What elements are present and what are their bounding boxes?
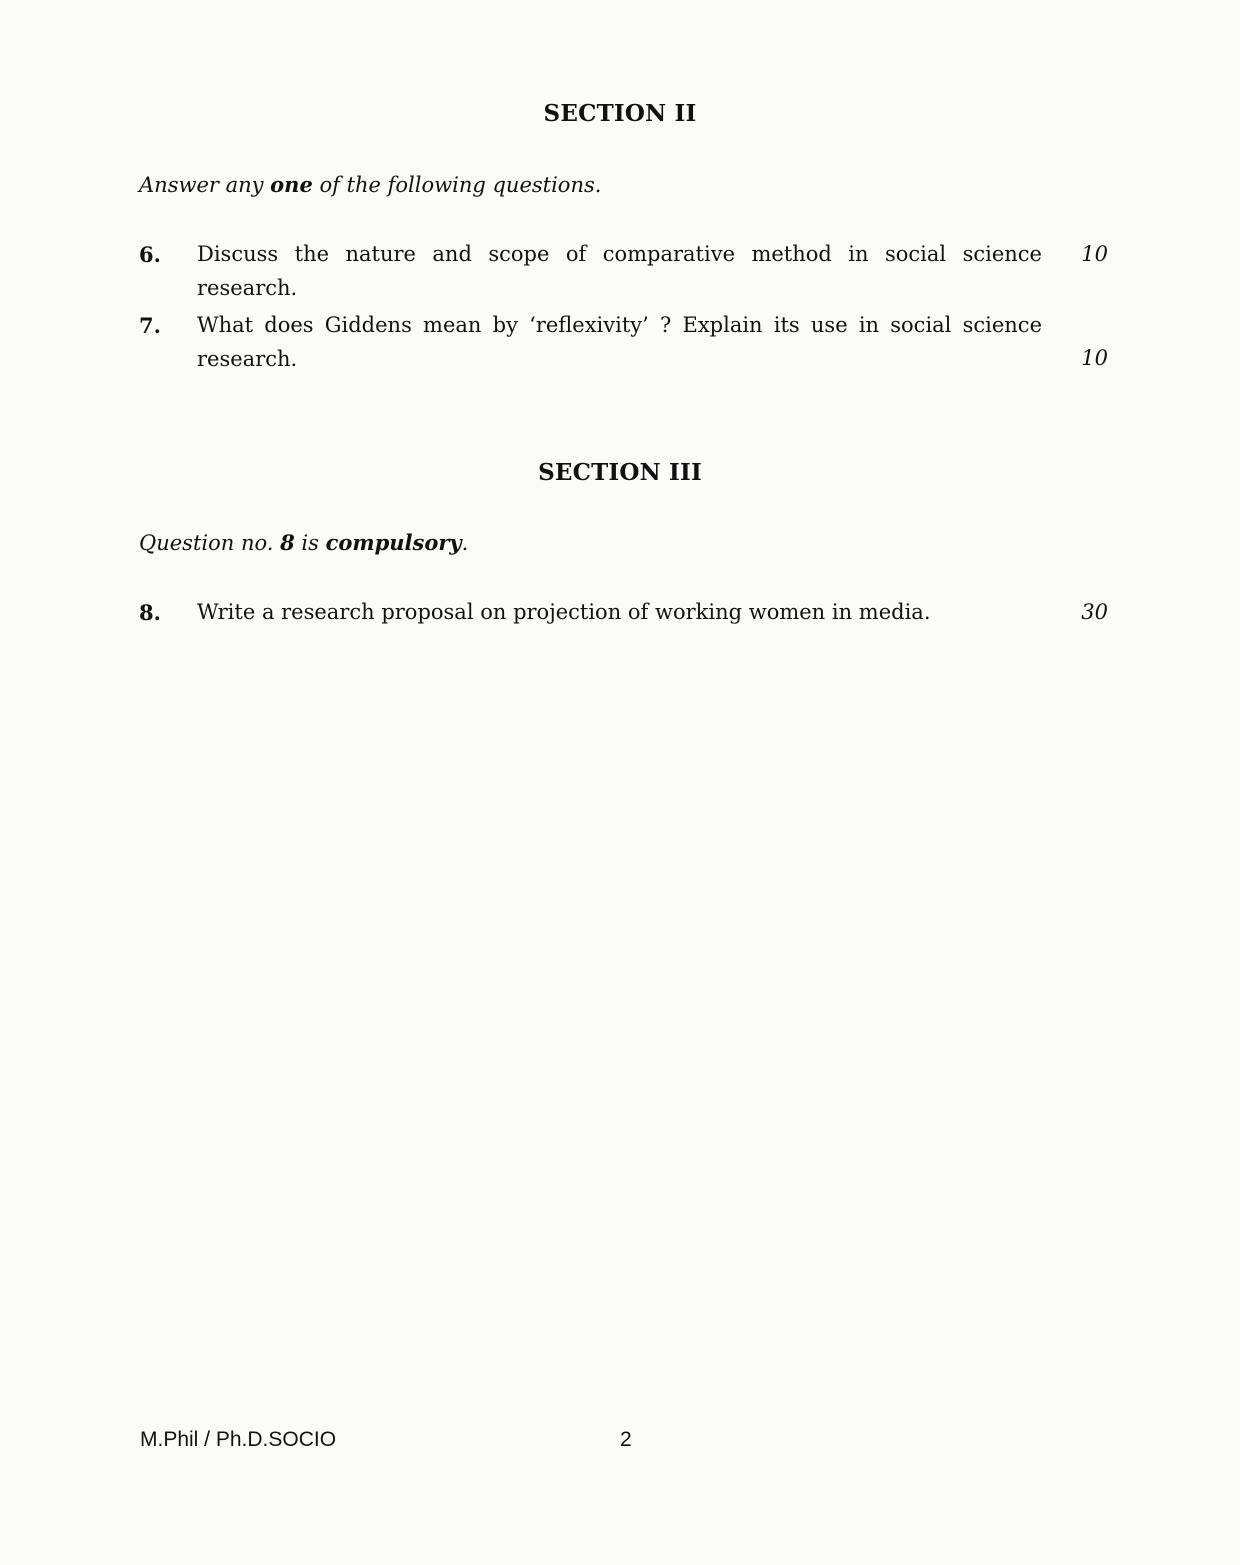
question-8-marks: 30 bbox=[1081, 600, 1108, 624]
footer-page-number: 2 bbox=[620, 1428, 632, 1451]
section-3-heading: SECTION III bbox=[538, 459, 702, 486]
question-6-marks: 10 bbox=[1081, 242, 1108, 266]
question-7-text-line-1: What does Giddens mean by ‘reflexivity’ ? Explain its use in social science bbox=[197, 313, 1042, 337]
section-3-instruction bbox=[139, 530, 468, 555]
question-6-number: 6. bbox=[139, 242, 161, 267]
footer-course-code: M.Phil / Ph.D.SOCIO bbox=[140, 1428, 337, 1451]
section-2-heading: SECTION II bbox=[543, 100, 697, 127]
question-7-marks: 10 bbox=[1081, 346, 1108, 370]
instruction-question-number: 8 bbox=[280, 530, 295, 555]
question-7-number: 7. bbox=[139, 313, 161, 338]
instruction-text-pre: Question no. bbox=[139, 531, 281, 555]
instruction-text-post: . bbox=[461, 531, 469, 555]
section-2-instruction bbox=[139, 172, 601, 197]
question-6-text: Discuss the nature and scope of comparative method in social science research. bbox=[197, 242, 1042, 300]
question-8-text: Write a research proposal on projection of working women in media. bbox=[197, 600, 931, 624]
instruction-emphasis: one bbox=[270, 172, 313, 197]
instruction-text-pre: Answer any bbox=[139, 173, 271, 197]
question-7-text-line-2: research. bbox=[197, 347, 298, 371]
instruction-text-post: of the following questions. bbox=[312, 173, 602, 197]
instruction-text-mid: is bbox=[294, 531, 326, 555]
instruction-emphasis: compulsory bbox=[325, 530, 462, 555]
question-8-number: 8. bbox=[139, 600, 161, 625]
